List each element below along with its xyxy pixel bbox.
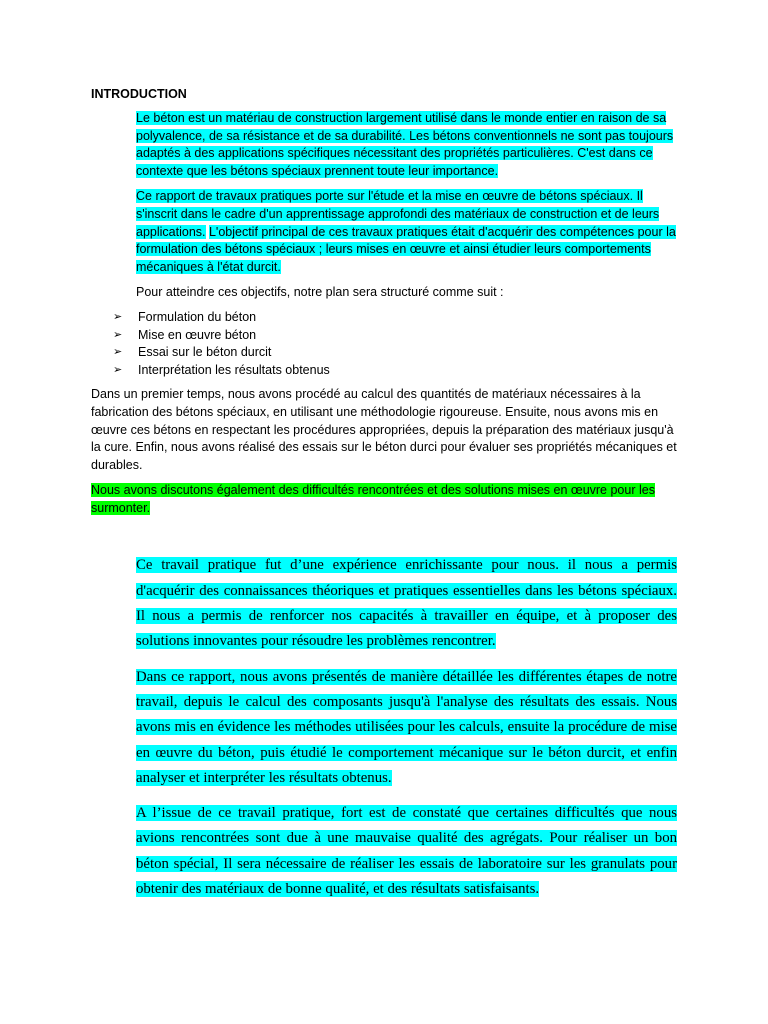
- list-item: [113, 327, 677, 345]
- list-item-label: Interprétation les résultats obtenus: [138, 362, 330, 377]
- paragraph-methodology: Dans un premier temps, nous avons procédé au calcul des quantités de matériaux nécessaires à la fabrication des bétons spéciaux, en utilisant une méthodologie rigoureuse. Ensuite, nous avons mis en œuvre ces bétons en respectant les procédures appropriées, depuis la préparation des matériaux jusqu'à la cure. Enfin, nous avons réalisé des essais sur le béton durci pour évaluer ses propriétés mécaniques et durables.: [91, 387, 677, 472]
- paragraph-report-details: [91, 665, 677, 791]
- highlighted-text: Ce travail pratique fut d’une expérience enrichissante pour nous. il nous a permis d'acquérir des connaissances théoriques et pratiques essentielles dans les bétons spéciaux. Il nous a permis de renforcer nos capacités à travailler en équipe, et à proposer des solutions innovantes pour résoudre les problèmes rencontrer.: [136, 557, 677, 650]
- section-heading: INTRODUCTION: [91, 87, 187, 101]
- plan-list: [91, 309, 677, 379]
- list-item-label: Formulation du béton: [138, 309, 257, 324]
- list-item: [113, 309, 677, 327]
- paragraph-intro-concrete: [91, 110, 677, 180]
- paragraph-conclusion: [91, 801, 677, 902]
- paragraph-difficulties: [91, 482, 677, 517]
- list-item-label: Essai sur le béton durcit: [138, 345, 272, 360]
- arrow-bullet-icon: ➢: [113, 363, 123, 376]
- arrow-bullet-icon: ➢: [113, 346, 123, 359]
- highlighted-text: Nous avons discutons également des difficultés rencontrées et des solutions mises en œuvre pour les surmonter.: [91, 483, 655, 515]
- highlighted-text: A l’issue de ce travail pratique, fort est de constaté que certaines difficultés que nous avions rencontrées sont due à une mauvaise qualité des agrégats. Pour réaliser un bon béton spécial, Il sera nécessaire de réaliser les essais de laboratoire sur les granulats pour obtenir des matériaux de bonne qualité, et des résultats satisfaisants.: [136, 805, 677, 898]
- arrow-bullet-icon: ➢: [113, 310, 123, 323]
- highlighted-text: Le béton est un matériau de construction largement utilisé dans le monde entier en raison de sa polyvalence, de sa résistance et de sa durabilité. Les bétons conventionnels ne sont pas toujours adaptés à des applications spécifiques nécessitant des propriétés particulières. C'est dans ce contexte que les bétons spéciaux prennent toute leur importance.: [136, 111, 674, 178]
- highlighted-text: L'objectif principal de ces travaux pratiques était d'acquérir des compétences pour la formulation des bétons spéciaux ; leurs mises en œuvre et ainsi étudier leurs comportements mécaniques à l'état durcit.: [136, 224, 676, 274]
- paragraph-plan-intro: Pour atteindre ces objectifs, notre plan sera structuré comme suit :: [136, 285, 504, 300]
- list-item: [113, 344, 677, 362]
- highlighted-text: Ce rapport de travaux pratiques porte sur l'étude et la mise en œuvre de bétons spéciaux. Il s'inscrit dans le cadre d'un apprentissage approfondi des matériaux de construction et de leurs applications.: [136, 189, 660, 239]
- paragraph-experience: [91, 553, 677, 654]
- list-item-label: Mise en œuvre béton: [138, 327, 257, 342]
- paragraph-report-scope: [91, 188, 677, 276]
- arrow-bullet-icon: ➢: [113, 328, 123, 341]
- highlighted-text: Dans ce rapport, nous avons présentés de manière détaillée les différentes étapes de notre travail, depuis le calcul des composants jusqu'à l'analyse des résultats des essais. Nous avons mis en évidence les méthodes utilisées pour les calculs, ensuite la procédure de mise en œuvre du béton, puis étudié le comportement mécanique sur le béton durcit, et enfin analyser et interpréter les résultats obtenus.: [136, 668, 677, 786]
- list-item: [113, 362, 677, 380]
- document-body: [91, 86, 677, 902]
